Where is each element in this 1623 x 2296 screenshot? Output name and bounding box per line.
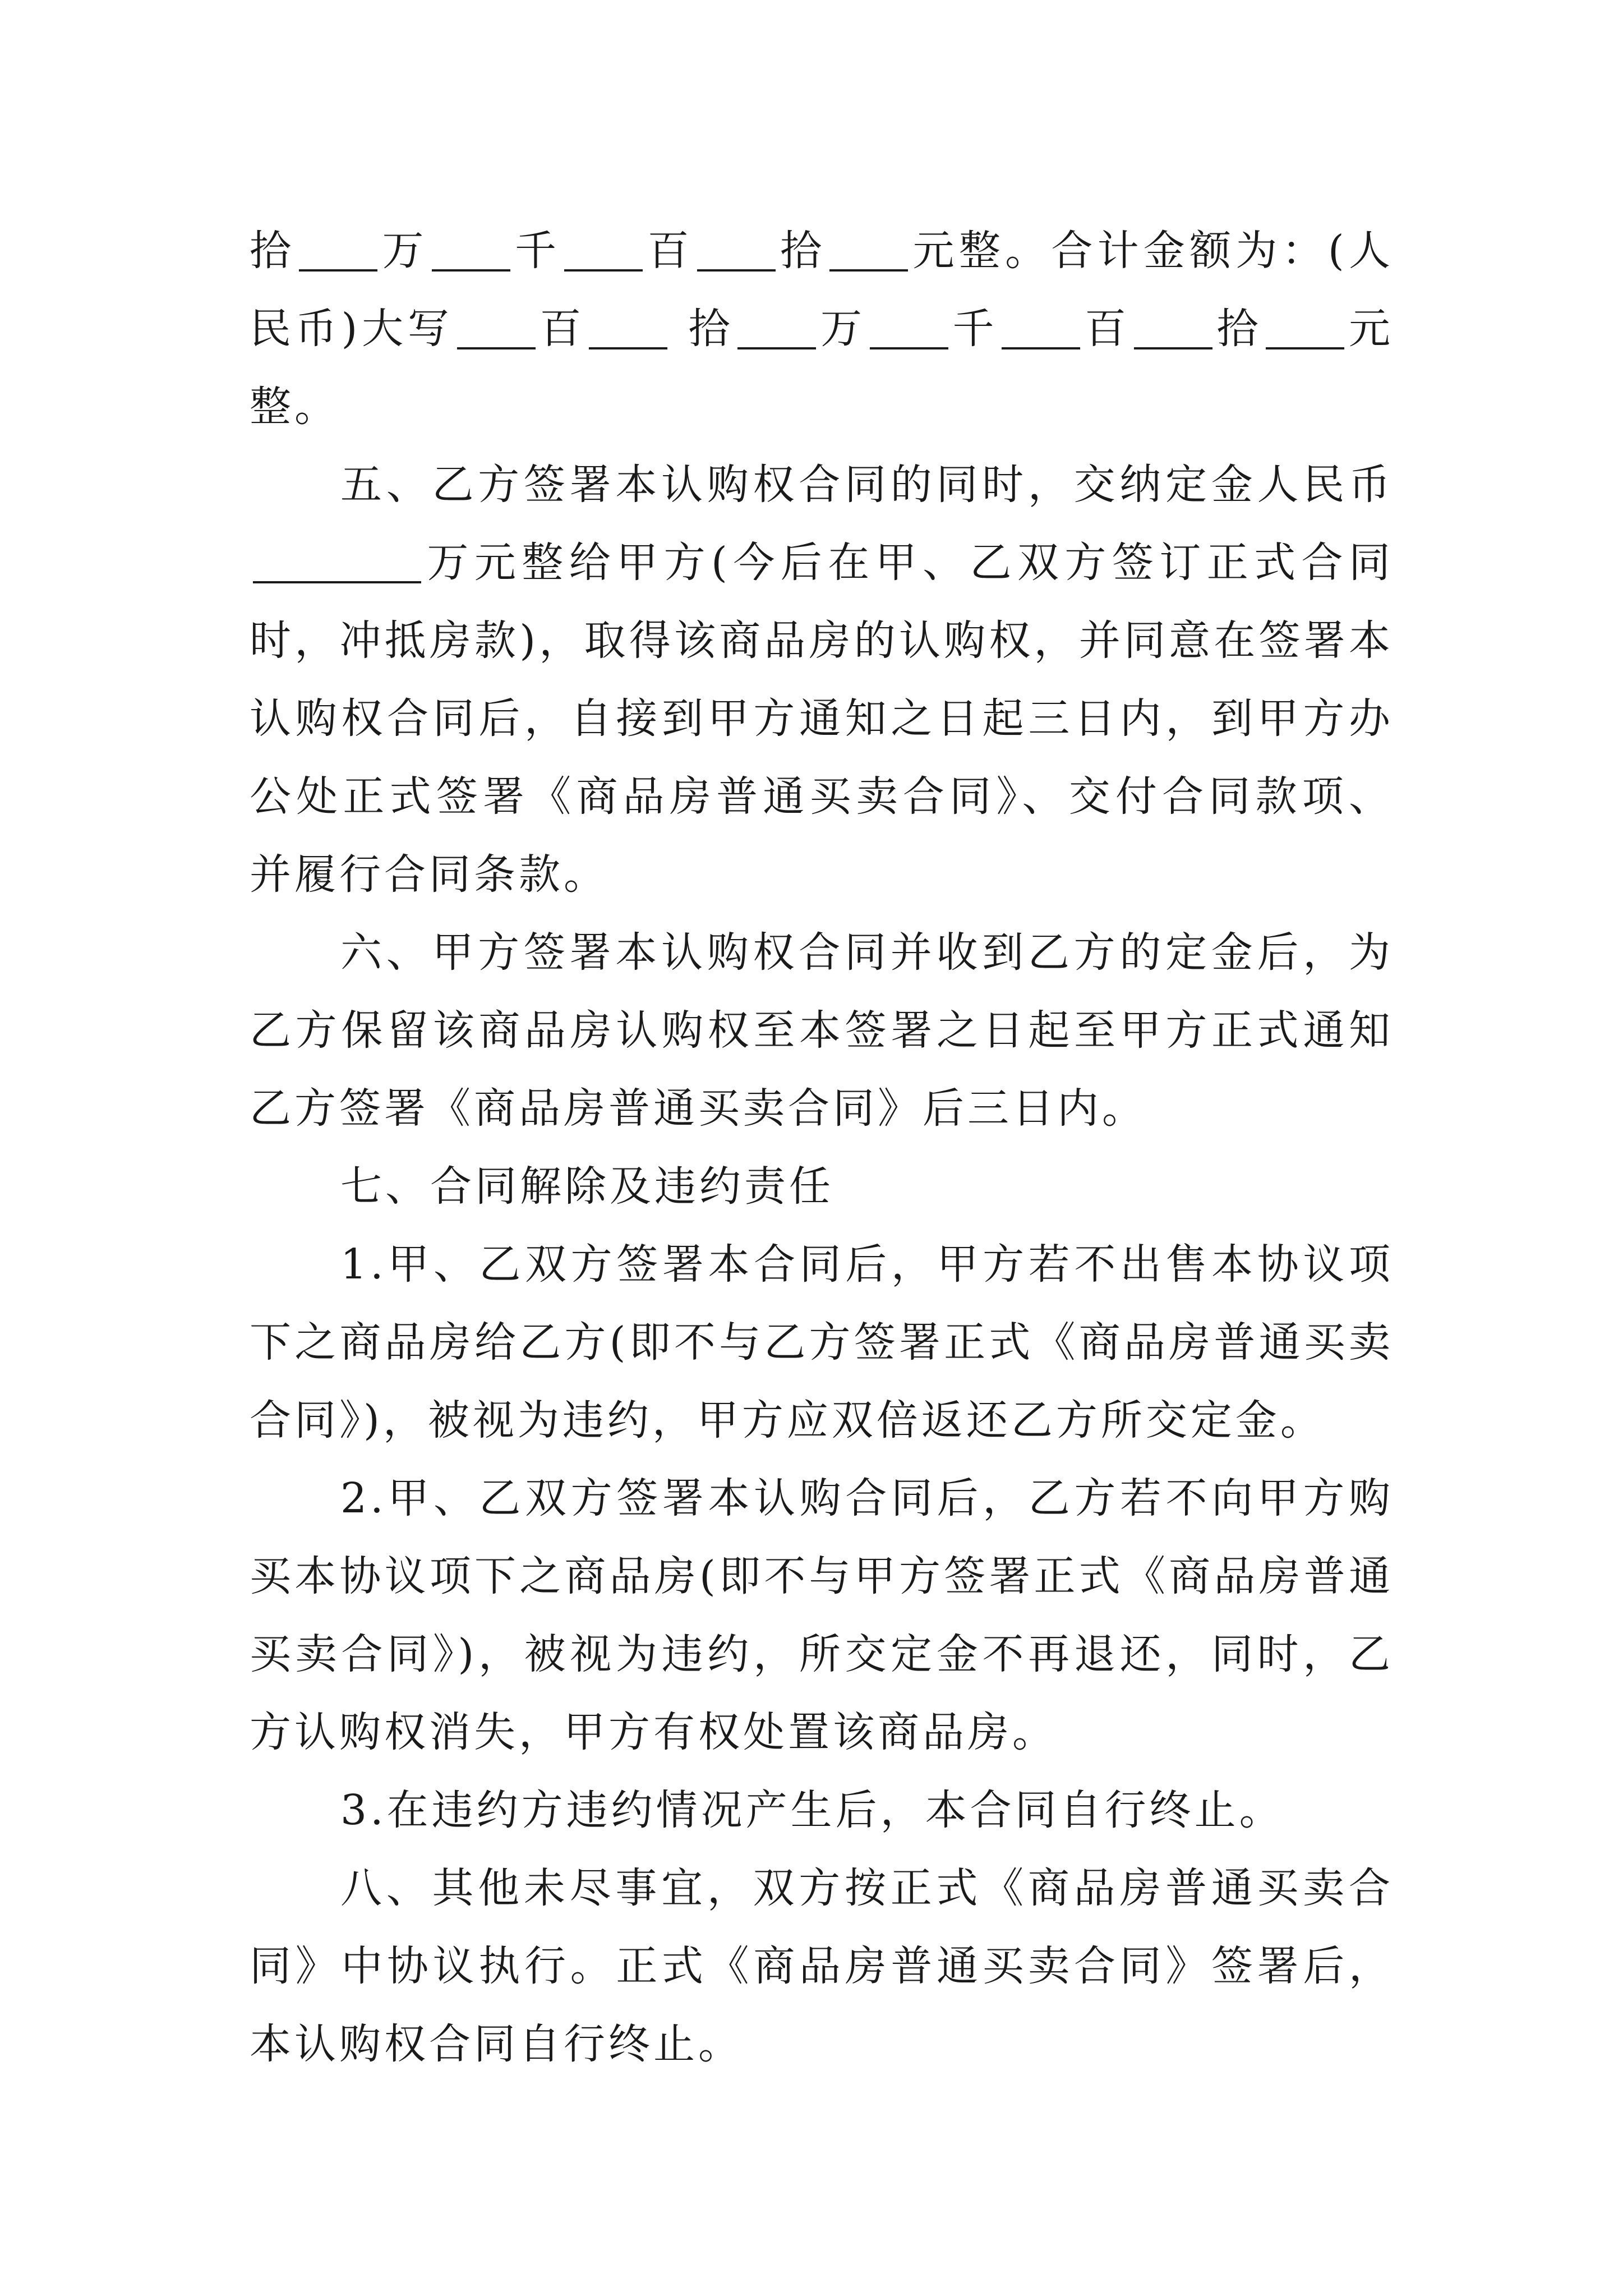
clause-5	[250, 446, 1394, 914]
amount-unit: 拾	[671, 305, 735, 353]
fill-blank[interactable]	[299, 230, 377, 272]
clause-7-item-1: 1.甲、乙双方签署本合同后，甲方若不出售本协议项下之商品房给乙方(即不与乙方签署正式《商品房普通买卖合同》)，被视为违约，甲方应双倍返还乙方所交定金。	[250, 1240, 1394, 1444]
fill-blank[interactable]	[432, 230, 510, 272]
amount-unit: 百	[646, 227, 694, 275]
fill-blank[interactable]	[870, 308, 948, 349]
fill-blank[interactable]	[697, 230, 776, 272]
clause-8: 八、其他未尽事宜，双方按正式《商品房普通买卖合同》中协议执行。正式《商品房普通买卖合同》签署后，本认购权合同自行终止。	[250, 1864, 1394, 2068]
amount-unit: 百	[538, 305, 586, 353]
fill-blank[interactable]	[1266, 308, 1344, 349]
clause-6: 六、甲方签署本认购权合同并收到乙方的定金后，为乙方保留该商品房认购权至本签署之日起至甲方正式通知乙方签署《商品房普通买卖合同》后三日内。	[250, 928, 1394, 1133]
amount-unit: 拾	[250, 227, 296, 275]
amount-unit: 千	[513, 227, 561, 275]
amount-unit: 万	[819, 305, 866, 353]
amount-text: 元整。合计金额为：(人民币)大写	[250, 227, 1394, 353]
amount-unit: 百	[1083, 305, 1131, 353]
amount-text: 元整。	[250, 305, 1394, 431]
fill-blank[interactable]	[1134, 308, 1212, 349]
clause-7-item-2: 2.甲、乙双方签署本认购合同后，乙方若不向甲方购买本协议项下之商品房(即不与甲方签署正式《商品房普通买卖合同》)，被视为违约，所交定金不再退还，同时，乙方认购权消失，甲方有权处置该商品房。	[250, 1474, 1394, 1756]
clause-7-item-3: 3.在违约方违约情况产生后，本合同自行终止。	[340, 1786, 1284, 1834]
clause-7-title: 七、合同解除及违约责任	[340, 1162, 834, 1211]
amount-paragraph	[250, 212, 1394, 446]
amount-unit: 万	[381, 227, 428, 275]
clause-5-text: 万元整给甲方(今后在甲、乙双方签订正式合同时，冲抵房款)，取得该商品房的认购权，并同意在签署本认购权合同后，自接到甲方通知之日起三日内，到甲方办公处正式签署《商品房普通买卖合同》、交付合同款项、并履行合同条款。	[250, 539, 1394, 899]
deposit-blank[interactable]	[253, 542, 421, 583]
fill-blank[interactable]	[564, 230, 643, 272]
contract-body	[250, 212, 1394, 2083]
amount-unit: 拾	[778, 227, 827, 275]
amount-unit: 千	[951, 305, 999, 353]
clause-5-text: 五、乙方签署本认购权合同的同时，交纳定金人民币	[340, 461, 1394, 509]
fill-blank[interactable]	[1002, 308, 1080, 349]
fill-blank[interactable]	[457, 308, 536, 349]
amount-unit: 拾	[1215, 305, 1263, 353]
fill-blank[interactable]	[589, 308, 667, 349]
fill-blank[interactable]	[737, 308, 816, 349]
fill-blank[interactable]	[829, 230, 908, 272]
